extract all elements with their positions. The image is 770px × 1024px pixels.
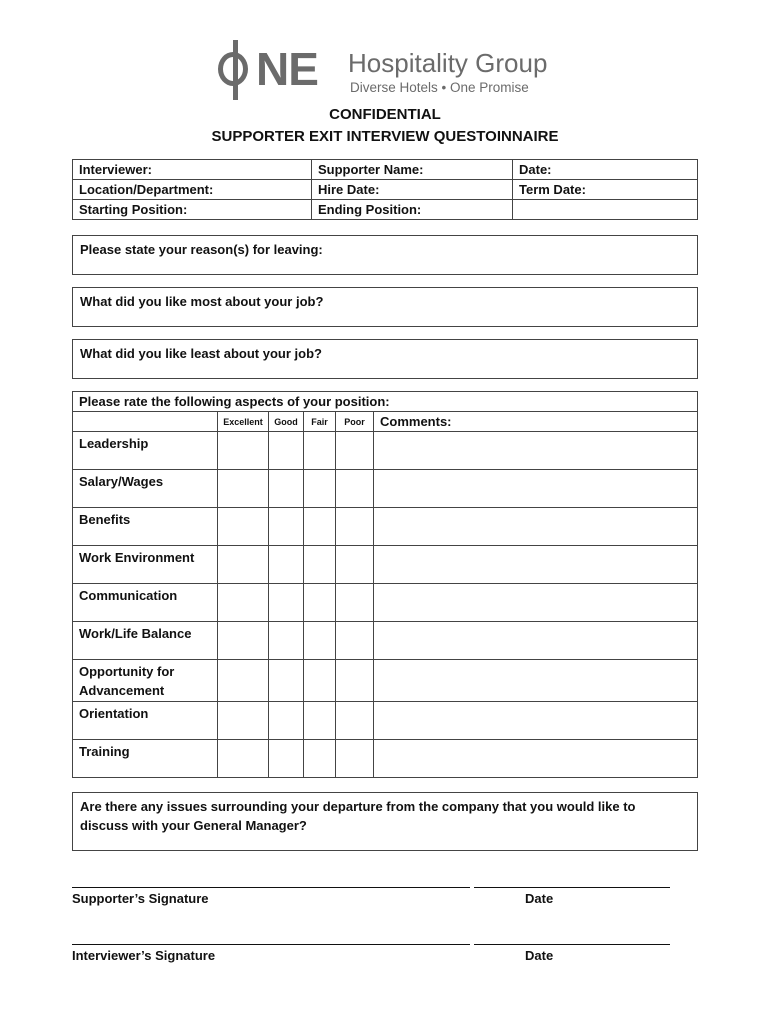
- aspect-rows: [73, 432, 698, 778]
- aspect-label: Salary/Wages: [73, 470, 218, 508]
- rating-checkbox-good[interactable]: [269, 740, 304, 778]
- rating-checkbox-good[interactable]: [269, 470, 304, 508]
- rating-title-row: [73, 392, 698, 412]
- interviewer-date-line[interactable]: [474, 944, 670, 945]
- rating-checkbox-fair[interactable]: [304, 470, 336, 508]
- aspect-label: Work/Life Balance: [73, 622, 218, 660]
- rating-checkbox-poor[interactable]: [336, 622, 374, 660]
- col-poor: Poor: [336, 412, 374, 432]
- aspect-row: [73, 660, 698, 702]
- date-field[interactable]: Date:: [513, 160, 698, 180]
- starting-position-field[interactable]: Starting Position:: [73, 200, 312, 220]
- col-excellent: Excellent: [218, 412, 269, 432]
- interviewer-signature-line[interactable]: [72, 944, 470, 945]
- like-least-box[interactable]: [72, 339, 698, 379]
- hire-date-field[interactable]: Hire Date:: [312, 180, 513, 200]
- issues-question: Are there any issues surrounding your departure from the company that you would like to discuss with your General Manager?: [80, 799, 636, 833]
- confidential-heading: CONFIDENTIAL: [329, 106, 441, 123]
- info-row: [73, 180, 698, 200]
- rating-checkbox-good[interactable]: [269, 546, 304, 584]
- aspect-label: Communication: [73, 584, 218, 622]
- rating-checkbox-fair[interactable]: [304, 508, 336, 546]
- rating-checkbox-poor[interactable]: [336, 584, 374, 622]
- rating-checkbox-fair[interactable]: [304, 702, 336, 740]
- location-department-field[interactable]: Location/Department:: [73, 180, 312, 200]
- aspect-row: [73, 584, 698, 622]
- rating-checkbox-poor[interactable]: [336, 546, 374, 584]
- rating-checkbox-excellent[interactable]: [218, 470, 269, 508]
- supporter-signature-label: Supporter’s Signature: [72, 891, 209, 906]
- rating-header-row: [73, 412, 698, 432]
- rating-checkbox-excellent[interactable]: [218, 660, 269, 702]
- aspect-row: [73, 508, 698, 546]
- like-most-box[interactable]: [72, 287, 698, 327]
- empty-cell: [513, 200, 698, 220]
- aspect-row: [73, 546, 698, 584]
- rating-checkbox-poor[interactable]: [336, 432, 374, 470]
- aspect-label: Benefits: [73, 508, 218, 546]
- rating-checkbox-good[interactable]: [269, 622, 304, 660]
- comment-cell[interactable]: [374, 584, 698, 622]
- supporter-date-line[interactable]: [474, 887, 670, 888]
- rating-checkbox-fair[interactable]: [304, 546, 336, 584]
- aspect-row: [73, 622, 698, 660]
- aspect-label: Work Environment: [73, 546, 218, 584]
- rating-checkbox-good[interactable]: [269, 702, 304, 740]
- rating-checkbox-fair[interactable]: [304, 432, 336, 470]
- rating-checkbox-fair[interactable]: [304, 584, 336, 622]
- rating-checkbox-poor[interactable]: [336, 470, 374, 508]
- employee-info-table: [72, 159, 698, 220]
- company-logo: [216, 38, 556, 102]
- comment-cell[interactable]: [374, 740, 698, 778]
- rating-table: [72, 391, 698, 778]
- aspect-row: [73, 432, 698, 470]
- supporter-name-field[interactable]: Supporter Name:: [312, 160, 513, 180]
- supporter-date-label: Date: [525, 891, 554, 906]
- rating-checkbox-good[interactable]: [269, 660, 304, 702]
- supporter-signature-line[interactable]: [72, 887, 470, 888]
- comment-cell[interactable]: [374, 470, 698, 508]
- rating-checkbox-fair[interactable]: [304, 660, 336, 702]
- rating-checkbox-poor[interactable]: [336, 740, 374, 778]
- rating-checkbox-excellent[interactable]: [218, 622, 269, 660]
- like-most-question: What did you like most about your job?: [80, 294, 324, 309]
- reasons-question: Please state your reason(s) for leaving:: [80, 242, 323, 257]
- aspect-row: [73, 470, 698, 508]
- info-row: [73, 200, 698, 220]
- rating-checkbox-excellent[interactable]: [218, 432, 269, 470]
- aspect-row: [73, 740, 698, 778]
- comments-header: Comments:: [374, 412, 698, 432]
- term-date-field[interactable]: Term Date:: [513, 180, 698, 200]
- comment-cell[interactable]: [374, 622, 698, 660]
- comment-cell[interactable]: [374, 508, 698, 546]
- rating-title: Please rate the following aspects of your position:: [73, 392, 698, 412]
- rating-checkbox-poor[interactable]: [336, 702, 374, 740]
- aspect-label: Leadership: [73, 432, 218, 470]
- rating-checkbox-excellent[interactable]: [218, 740, 269, 778]
- col-fair: Fair: [304, 412, 336, 432]
- logo-brand-name: Hospitality Group: [348, 48, 548, 78]
- comment-cell[interactable]: [374, 702, 698, 740]
- interviewer-field[interactable]: Interviewer:: [73, 160, 312, 180]
- comment-cell[interactable]: [374, 546, 698, 584]
- logo-bar-mark: [233, 40, 238, 100]
- rating-checkbox-good[interactable]: [269, 508, 304, 546]
- logo-tagline: Diverse Hotels • One Promise: [350, 80, 529, 95]
- aspect-label: Opportunity for Advancement: [73, 660, 218, 702]
- rating-checkbox-fair[interactable]: [304, 622, 336, 660]
- issues-box[interactable]: [72, 792, 698, 851]
- comment-cell[interactable]: [374, 432, 698, 470]
- like-least-question: What did you like least about your job?: [80, 346, 322, 361]
- reasons-for-leaving-box[interactable]: [72, 235, 698, 275]
- rating-checkbox-excellent[interactable]: [218, 508, 269, 546]
- aspect-header-empty: [73, 412, 218, 432]
- rating-checkbox-excellent[interactable]: [218, 702, 269, 740]
- rating-checkbox-poor[interactable]: [336, 660, 374, 702]
- rating-checkbox-poor[interactable]: [336, 508, 374, 546]
- rating-checkbox-excellent[interactable]: [218, 546, 269, 584]
- ending-position-field[interactable]: Ending Position:: [312, 200, 513, 220]
- aspect-row: [73, 702, 698, 740]
- interviewer-signature-label: Interviewer’s Signature: [72, 948, 216, 963]
- interviewer-date-label: Date: [525, 948, 554, 963]
- comment-cell[interactable]: [374, 660, 698, 702]
- info-row: [73, 160, 698, 180]
- rating-checkbox-good[interactable]: [269, 432, 304, 470]
- form-title: SUPPORTER EXIT INTERVIEW QUESTOINNAIRE: [211, 128, 559, 145]
- rating-checkbox-fair[interactable]: [304, 740, 336, 778]
- rating-checkbox-excellent[interactable]: [218, 584, 269, 622]
- col-good: Good: [269, 412, 304, 432]
- rating-checkbox-good[interactable]: [269, 584, 304, 622]
- aspect-label: Training: [73, 740, 218, 778]
- aspect-label: Orientation: [73, 702, 218, 740]
- logo-ne-text: NE: [256, 43, 318, 95]
